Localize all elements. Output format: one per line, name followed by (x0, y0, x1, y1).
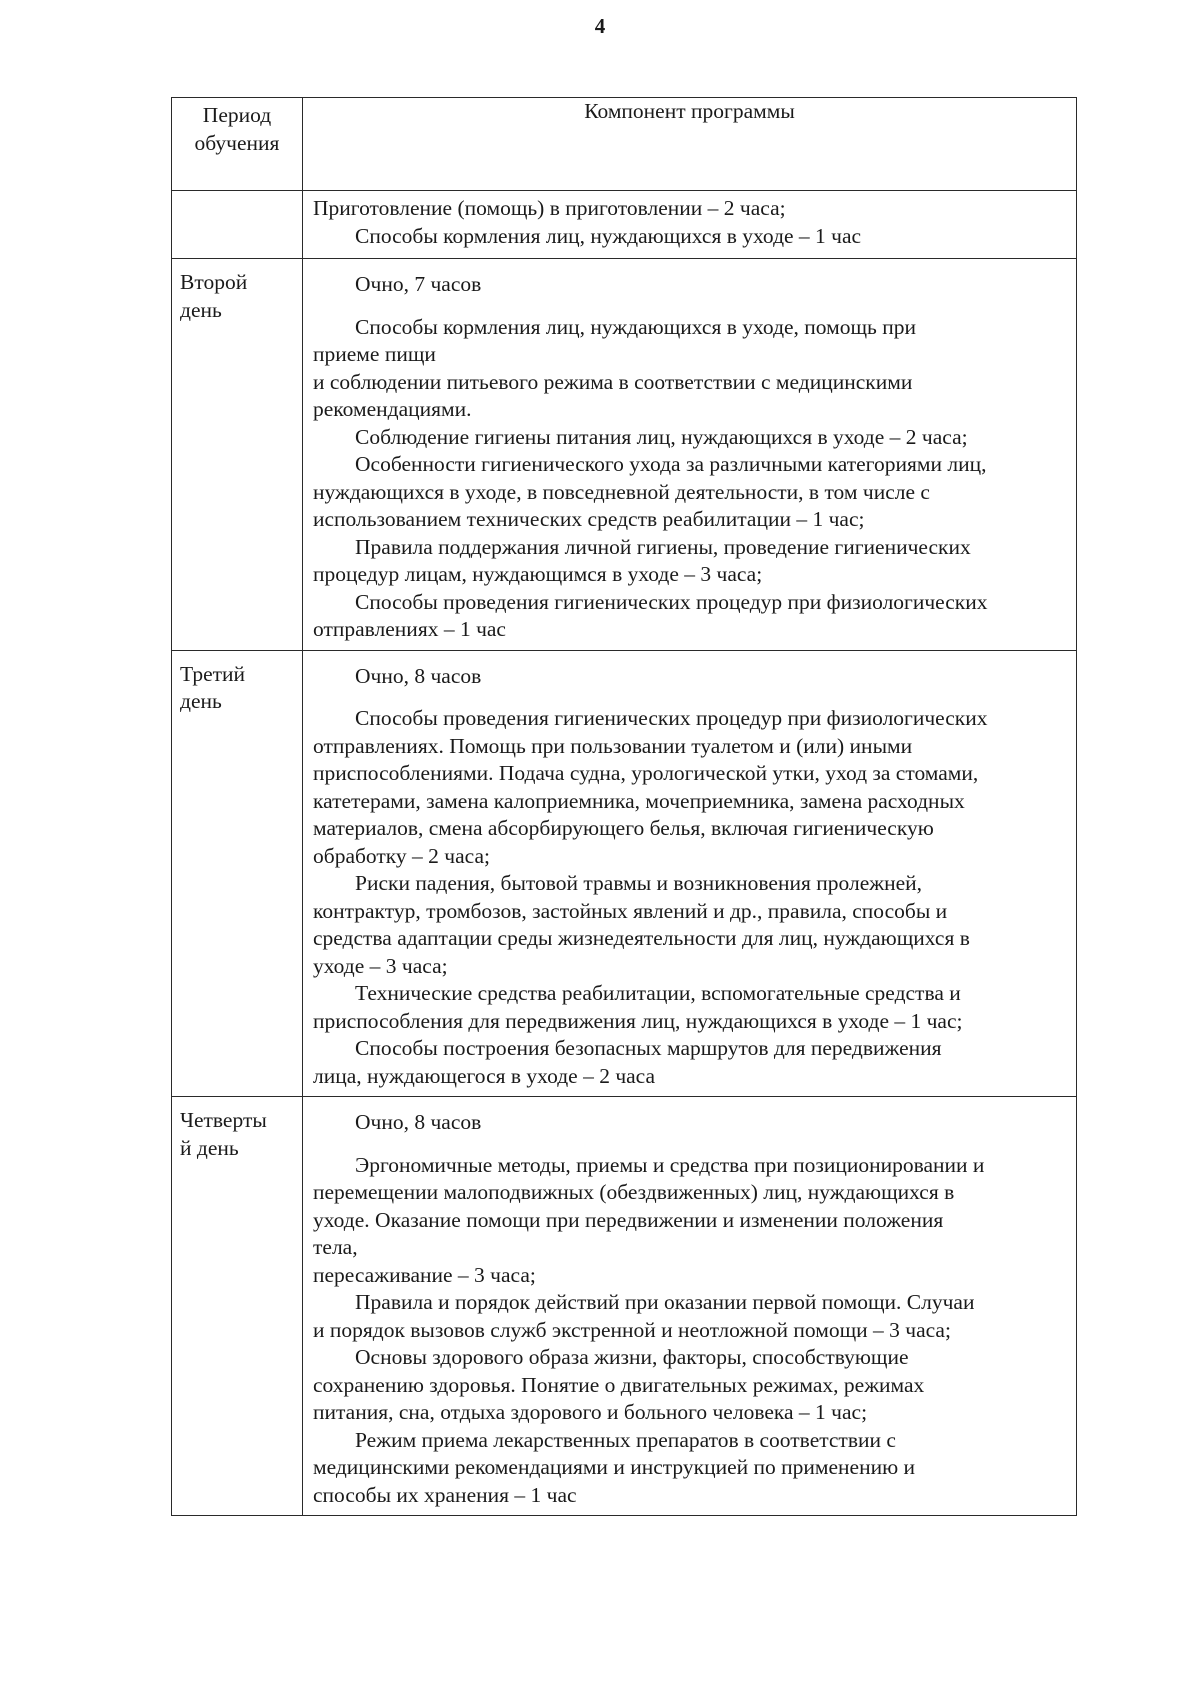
topic-line: Особенности гигиенического ухода за различными категориями лиц, (355, 452, 987, 476)
period-cell (172, 1097, 303, 1516)
topic-line: Эргономичные методы, приемы и средства при позиционировании и (355, 1152, 985, 1177)
topic-line: и порядок вызовов служб экстренной и неотложной помощи – 3 часа; (313, 1317, 951, 1342)
topic-line: Способы построения безопасных маршрутов для передвижения (355, 1036, 942, 1060)
program-topic (313, 1344, 1070, 1427)
component-cell (303, 650, 1077, 1097)
program-topic (313, 1152, 1070, 1290)
topic-line: нуждающихся в уходе, в повседневной деятельности, в том числе с (313, 479, 930, 504)
component-cell (303, 191, 1077, 259)
topic-line: Способы кормления лиц, нуждающихся в уходе – 1 час (355, 223, 862, 248)
period-cell (172, 191, 303, 259)
period-cell (172, 259, 303, 651)
topic-line: тела, (313, 1235, 358, 1259)
program-topic (313, 223, 1070, 251)
header-component: Компонент программы (303, 98, 1077, 191)
topic-line: Правила поддержания личной гигиены, проведение гигиенических (355, 534, 971, 559)
topic-line: Способы проведения гигиенических процедур при физиологических (355, 589, 988, 614)
topic-line: использованием технических средств реабилитации – 1 час; (313, 507, 865, 531)
header-period-line: Период (202, 103, 272, 127)
table-row (172, 191, 1077, 259)
topic-line: питания, сна, отдыха здорового и больного человека – 1 час; (313, 1400, 868, 1424)
period-line: день (180, 689, 222, 713)
topic-line: способы их хранения – 1 час (313, 1482, 577, 1507)
topic-line: обработку – 2 часа; (313, 843, 490, 868)
program-topic (313, 451, 1070, 534)
header-period-line: обучения (194, 130, 280, 155)
session-format: Очно, 7 часов (355, 272, 482, 296)
topic-line: и соблюдении питьевого режима в соответствии с медицинскими (313, 369, 913, 394)
program-topic (313, 314, 1070, 424)
topic-line: Риски падения, бытовой травмы и возникновения пролежней, (355, 871, 923, 895)
program-topic (313, 980, 1070, 1035)
session-format: Очно, 8 часов (355, 1110, 482, 1134)
topic-line: перемещении малоподвижных (обездвиженных) лиц, нуждающихся в (313, 1180, 955, 1204)
topic-line: уходе. Оказание помощи при передвижении и изменении положения (313, 1207, 944, 1232)
topic-line: приспособлениями. Подача судна, урологической утки, уход за стомами, (313, 761, 979, 785)
program-topic (313, 1427, 1070, 1510)
topic-line: Соблюдение гигиены питания лиц, нуждающихся в уходе – 2 часа; (355, 424, 968, 449)
period-cell (172, 650, 303, 1097)
program-topic (313, 589, 1070, 644)
topic-line: Способы проведения гигиенических процедур при физиологических (355, 706, 988, 730)
topic-line: материалов, смена абсорбирующего белья, включая гигиеническую (313, 816, 934, 840)
table-row (172, 259, 1077, 651)
period-line: Четверты (180, 1108, 267, 1132)
table-row (172, 1097, 1077, 1516)
topic-line: средства адаптации среды жизнедеятельности для лиц, нуждающихся в (313, 926, 970, 950)
topic-line: отправлениях – 1 час (313, 617, 506, 641)
topic-line: медицинскими рекомендациями и инструкцией по применению и (313, 1455, 916, 1479)
table-row (172, 650, 1077, 1097)
topic-line: приспособления для передвижения лиц, нуждающихся в уходе – 1 час; (313, 1008, 963, 1033)
program-topic (313, 1289, 1070, 1344)
topic-line: процедур лицам, нуждающимся в уходе – 3 часа; (313, 562, 763, 586)
topic-line: приеме пищи (313, 342, 436, 366)
program-schedule-table (171, 97, 1077, 1516)
topic-line: Режим приема лекарственных препаратов в соответствии с (355, 1427, 896, 1452)
period-line: день (180, 297, 222, 322)
topic-line: Основы здорового образа жизни, факторы, способствующие (355, 1345, 909, 1369)
topic-line: пересаживание – 3 часа; (313, 1262, 536, 1287)
topic-line: Технические средства реабилитации, вспомогательные средства и (355, 981, 961, 1005)
period-line: Второй (180, 270, 248, 294)
program-topic (313, 534, 1070, 589)
program-topic (313, 424, 1070, 452)
session-format: Очно, 8 часов (355, 663, 482, 688)
topic-line: сохранению здоровья. Понятие о двигательных режимах, режимах (313, 1372, 925, 1397)
program-topic (313, 705, 1070, 870)
program-topic (313, 870, 1070, 980)
topic-line: Правила и порядок действий при оказании первой помощи. Случаи (355, 1290, 975, 1314)
program-topic (313, 195, 1070, 223)
topic-line: отправлениях. Помощь при пользовании туалетом и (или) иными (313, 733, 913, 758)
page-number: 4 (594, 14, 606, 38)
table-header-row (172, 98, 1077, 191)
period-line: Третий (180, 661, 246, 686)
topic-line: рекомендациями. (313, 397, 472, 421)
period-line: й день (180, 1135, 239, 1160)
topic-line: контрактур, тромбозов, застойных явлений и др., правила, способы и (313, 898, 948, 923)
topic-line: лица, нуждающегося в уходе – 2 часа (313, 1063, 656, 1088)
topic-line: Приготовление (помощь) в приготовлении – 2 часа; (313, 196, 786, 220)
header-period (172, 98, 303, 191)
program-topic (313, 1035, 1070, 1090)
component-cell (303, 259, 1077, 651)
topic-line: уходе – 3 часа; (313, 953, 448, 978)
component-cell (303, 1097, 1077, 1516)
topic-line: катетерами, замена калоприемника, мочеприемника, замена расходных (313, 788, 965, 813)
topic-line: Способы кормления лиц, нуждающихся в уходе, помощь при (355, 314, 916, 339)
